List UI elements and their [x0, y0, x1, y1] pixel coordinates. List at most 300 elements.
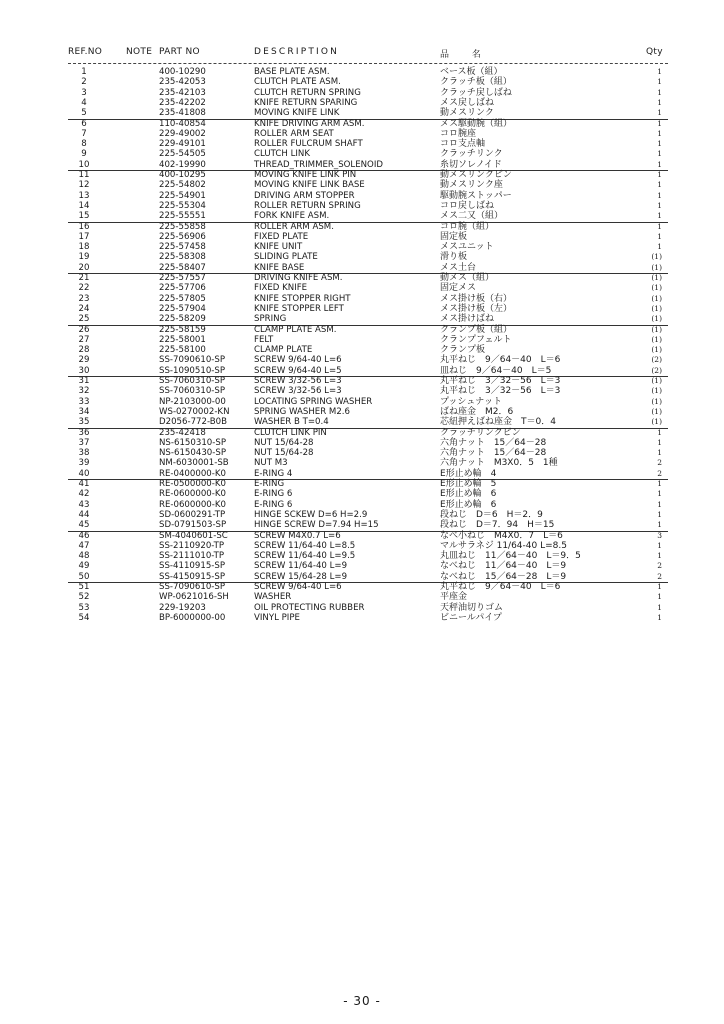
description-cell: SCREW 9/64-40 L=6: [254, 355, 342, 366]
qty-cell: 1: [657, 602, 662, 612]
table-row: [0, 551, 724, 561]
qty-cell: 1: [657, 437, 662, 447]
part-no-cell: 235-42418: [159, 427, 206, 438]
description-cell: KNIFE UNIT: [254, 242, 303, 253]
japanese-name-cell: マルサラネジ 11/64-40 L=8.5: [440, 540, 567, 551]
japanese-name-cell: 固定メス: [440, 283, 477, 294]
description-cell: MOVING KNIFE LINK BASE: [254, 180, 365, 191]
ref-no-cell: 45: [78, 520, 90, 531]
table-row: [0, 603, 724, 613]
description-cell: CLAMP PLATE ASM.: [254, 324, 337, 335]
japanese-name-cell: コロ戻しばね: [440, 200, 495, 211]
japanese-name-cell: メス掛けばね: [440, 314, 495, 325]
ref-no-cell: 38: [78, 448, 90, 459]
description-cell: ROLLER RETURN SPRING: [254, 200, 361, 211]
qty-cell: 1: [657, 67, 662, 76]
japanese-name-cell: なべ小ねじ M4X0．7 L＝6: [440, 530, 563, 541]
ref-no-cell: 43: [78, 499, 90, 510]
qty-cell: 1: [657, 139, 662, 149]
japanese-name-cell: クラッチ戻しばね: [440, 87, 512, 98]
japanese-name-cell: コロ支点軸: [440, 139, 486, 150]
description-cell: KNIFE STOPPER RIGHT: [254, 293, 351, 304]
part-no-cell: 400-10290: [159, 67, 206, 77]
ref-no-cell: 17: [78, 231, 90, 242]
qty-cell: 1: [657, 221, 662, 231]
qty-cell: (1): [651, 314, 662, 324]
ref-no-cell: 18: [78, 242, 90, 253]
description-cell: VINYL PIPE: [254, 612, 300, 623]
description-cell: FIXED KNIFE: [254, 283, 308, 294]
qty-cell: 1: [657, 97, 662, 107]
japanese-name-cell: コロ腕座: [440, 128, 477, 139]
qty-cell: (1): [651, 303, 662, 313]
part-no-cell: 400-10295: [159, 170, 206, 180]
part-no-cell: RE-0600000-K0: [159, 489, 226, 500]
table-row: [0, 407, 724, 417]
qty-cell: 1: [657, 211, 662, 221]
japanese-name-cell: 動メスリンクピン: [440, 170, 512, 180]
japanese-name-cell: メス掛け板（左）: [440, 303, 513, 314]
part-no-cell: 225-58209: [159, 314, 206, 325]
part-no-cell: D2056-772-B0B: [159, 417, 228, 428]
description-cell: SCREW 11/64-40 L=8.5: [254, 540, 356, 551]
table-row: [0, 520, 724, 530]
part-no-cell: WP-0621016-SH: [159, 592, 229, 603]
qty-cell: 2: [657, 468, 662, 478]
description-cell: SCREW 11/64-40 L=9.5: [254, 551, 356, 562]
part-no-cell: SD-0791503-SP: [159, 520, 227, 531]
header-divider: [68, 63, 668, 64]
part-no-cell: NS-6150430-SP: [159, 448, 226, 459]
qty-cell: (1): [651, 262, 662, 272]
table-row: [0, 242, 724, 252]
table-row: [0, 98, 724, 108]
ref-no-cell: 51: [78, 582, 90, 592]
table-row: [0, 438, 724, 448]
part-no-cell: 225-55551: [159, 211, 206, 222]
part-no-cell: SS-7090610-SP: [159, 355, 226, 366]
description-cell: FELT: [254, 334, 274, 345]
part-no-cell: SS-4110915-SP: [159, 561, 226, 572]
qty-cell: (1): [651, 293, 662, 303]
part-no-header: PART NO: [159, 47, 200, 57]
table-row: [0, 335, 724, 345]
qty-cell: 1: [657, 489, 662, 499]
japanese-name-cell: 駆動腕ストッパー: [440, 190, 512, 201]
description-cell: SCREW 3/32-56 L=3: [254, 376, 342, 386]
japanese-name-cell: コロ腕（組）: [440, 221, 495, 232]
japanese-name-cell: E形止め輪 6: [440, 499, 497, 510]
qty-cell: 1: [657, 520, 662, 530]
table-row: [0, 149, 724, 159]
ref-no-cell: 26: [78, 324, 90, 335]
description-cell: THREAD_TRIMMER_SOLENOID: [254, 159, 383, 170]
japanese-name-cell: E形止め輪 4: [440, 468, 497, 479]
japanese-name-cell: 丸平ねじ 9／64－40 L＝6: [440, 582, 561, 592]
japanese-name-cell: クランプ板: [440, 345, 486, 356]
description-cell: MOVING KNIFE LINK PIN: [254, 170, 357, 180]
part-no-cell: NP-2103000-00: [159, 396, 226, 407]
japanese-name-cell: 動メスリンク: [440, 108, 494, 119]
description-cell: SPRING: [254, 314, 287, 325]
qty-cell: (1): [651, 324, 662, 334]
table-row: [0, 541, 724, 551]
ref-no-cell: 31: [78, 376, 90, 386]
qty-header: Qty: [646, 47, 663, 57]
table-row: [0, 211, 724, 221]
qty-cell: (1): [651, 334, 662, 344]
japanese-name-cell: 天秤油切りゴム: [440, 602, 504, 613]
table-row: [0, 366, 724, 376]
japanese-name-cell: なべねじ 15／64－28 L＝9: [440, 571, 567, 582]
qty-cell: 1: [657, 170, 662, 179]
description-cell: SCREW 9/64-40 L=6: [254, 582, 342, 592]
ref-no-cell: 48: [78, 551, 90, 562]
ref-no-cell: 39: [78, 458, 90, 469]
japanese-name-cell: クランプ板（組）: [440, 324, 513, 335]
part-no-cell: 225-56906: [159, 231, 206, 242]
ref-no-cell: 41: [78, 479, 90, 489]
ref-no-cell: 10: [78, 159, 90, 170]
table-row: [0, 345, 724, 355]
table-row: [0, 397, 724, 407]
description-cell: SPRING WASHER M2.6: [254, 406, 350, 417]
table-row: [0, 232, 724, 242]
ref-no-cell: 7: [81, 128, 87, 139]
description-cell: E-RING 6: [254, 489, 293, 500]
table-row: [0, 160, 724, 170]
japanese-name-cell: 丸平ねじ 9／64－40 L＝6: [440, 355, 561, 366]
japanese-name-cell: メス掛け板（右）: [440, 293, 513, 304]
description-cell: LOCATING SPRING WASHER: [254, 396, 373, 407]
table-row: [0, 582, 724, 592]
description-cell: FIXED PLATE: [254, 231, 309, 242]
table-row: [0, 386, 724, 396]
japanese-name-cell: ベース板（組）: [440, 67, 503, 77]
ref-no-cell: 34: [78, 406, 90, 417]
part-no-cell: 225-58159: [159, 324, 206, 335]
qty-cell: (2): [651, 365, 662, 375]
part-no-cell: 225-57904: [159, 303, 206, 314]
description-cell: SCREW 15/64-28 L=9: [254, 571, 348, 582]
ref-no-cell: 44: [78, 509, 90, 520]
qty-cell: 1: [657, 551, 662, 561]
part-no-cell: 225-58100: [159, 345, 206, 356]
part-no-cell: 225-58407: [159, 262, 206, 273]
table-row: [0, 283, 724, 293]
japanese-name-cell: 段ねじ D＝6 H＝2．9: [440, 509, 543, 520]
description-cell: WASHER B T=0.4: [254, 417, 329, 428]
table-row: [0, 428, 724, 438]
description-cell: MOVING KNIFE LINK: [254, 108, 340, 119]
ref-no-cell: 35: [78, 417, 90, 428]
qty-cell: 1: [657, 592, 662, 602]
japanese-name-cell: クラッチリンクピン: [440, 427, 521, 438]
ref-no-cell: 52: [78, 592, 90, 603]
table-row: [0, 613, 724, 623]
ref-no-cell: 54: [78, 612, 90, 623]
qty-cell: 1: [657, 118, 662, 128]
description-cell: ROLLER ARM ASM.: [254, 221, 334, 232]
table-row: [0, 417, 724, 427]
ref-no-cell: 15: [78, 211, 90, 222]
ref-no-cell: 22: [78, 283, 90, 294]
ref-no-cell: 33: [78, 396, 90, 407]
qty-cell: 1: [657, 149, 662, 159]
table-row: [0, 592, 724, 602]
ref-no-header: REF.NO: [68, 47, 103, 57]
description-cell: ROLLER FULCRUM SHAFT: [254, 139, 363, 150]
japanese-name-cell: メス駆動腕（組）: [440, 118, 513, 129]
description-cell: CLAMP PLATE: [254, 345, 313, 356]
qty-cell: 2: [657, 571, 662, 581]
qty-cell: 1: [657, 479, 662, 488]
qty-cell: 1: [657, 612, 662, 622]
ref-no-cell: 40: [78, 468, 90, 479]
description-cell: CLUTCH LINK PIN: [254, 427, 327, 438]
table-row: [0, 88, 724, 98]
japanese-name-cell: クラッチ板（組）: [440, 77, 512, 88]
japanese-name-cell: 皿ねじ 9／64－40 L＝5: [440, 365, 552, 376]
part-no-cell: 225-54505: [159, 149, 206, 160]
table-row: [0, 108, 724, 118]
table-row: [0, 314, 724, 324]
qty-cell: 1: [657, 200, 662, 210]
part-no-cell: 235-42053: [159, 77, 206, 88]
part-no-cell: SS-7060310-SP: [159, 386, 226, 397]
japanese-name-cell: 芯紐押えばね座金 T＝0．4: [440, 417, 556, 428]
description-cell: SCREW 11/64-40 L=9: [254, 561, 348, 572]
description-cell: NUT 15/64-28: [254, 448, 314, 459]
ref-no-cell: 53: [78, 602, 90, 613]
qty-cell: (1): [651, 376, 662, 385]
description-cell: CLUTCH LINK: [254, 149, 310, 160]
qty-cell: 1: [657, 427, 662, 437]
qty-cell: (1): [651, 283, 662, 293]
ref-no-cell: 4: [81, 97, 87, 108]
part-no-cell: SS-7090610-SP: [159, 582, 226, 592]
table-row: [0, 67, 724, 77]
table-row: [0, 263, 724, 273]
ref-no-cell: 28: [78, 345, 90, 356]
ref-no-cell: 14: [78, 200, 90, 211]
japanese-name-cell: なべねじ 11／64－40 L＝9: [440, 561, 567, 572]
table-row: [0, 561, 724, 571]
qty-cell: 1: [657, 448, 662, 458]
table-row: [0, 273, 724, 283]
part-no-cell: RE-0600000-K0: [159, 499, 226, 510]
qty-cell: (1): [651, 396, 662, 406]
description-header: DESCRIPTION: [254, 47, 340, 57]
ref-no-cell: 20: [78, 262, 90, 273]
description-cell: FORK KNIFE ASM.: [254, 211, 330, 222]
table-row: [0, 469, 724, 479]
table-row: [0, 170, 724, 180]
ref-no-cell: 47: [78, 540, 90, 551]
japanese-name-cell: クランプフェルト: [440, 334, 512, 345]
part-no-cell: SS-7060310-SP: [159, 376, 226, 386]
table-row: [0, 77, 724, 87]
qty-cell: (2): [651, 355, 662, 365]
part-no-cell: 225-58308: [159, 252, 206, 263]
table-row: [0, 448, 724, 458]
description-cell: DRIVING ARM STOPPER: [254, 190, 355, 201]
qty-cell: (1): [651, 386, 662, 396]
table-row: [0, 355, 724, 365]
ref-no-cell: 30: [78, 365, 90, 376]
japanese-name-cell: 丸平ねじ 3／32－56 L＝3: [440, 376, 561, 386]
description-cell: DRIVING KNIFE ASM.: [254, 273, 343, 283]
table-row: [0, 572, 724, 582]
description-cell: SCREW M4X0.7 L=6: [254, 530, 341, 541]
part-no-cell: 225-58001: [159, 334, 206, 345]
qty-cell: 1: [657, 77, 662, 87]
qty-cell: (1): [651, 273, 662, 282]
description-cell: SCREW 3/32-56 L=3: [254, 386, 342, 397]
part-no-cell: 402-19990: [159, 159, 206, 170]
ref-no-cell: 1: [81, 67, 87, 77]
qty-cell: 1: [657, 499, 662, 509]
part-no-cell: 225-57557: [159, 273, 206, 283]
table-row: [0, 129, 724, 139]
qty-cell: (1): [651, 417, 662, 427]
table-row: [0, 500, 724, 510]
table-row: [0, 252, 724, 262]
qty-cell: 1: [657, 540, 662, 550]
part-no-cell: SS-2111010-TP: [159, 551, 225, 562]
part-no-cell: RE-0400000-K0: [159, 468, 226, 479]
part-no-cell: 229-49101: [159, 139, 206, 150]
description-cell: KNIFE BASE: [254, 262, 305, 273]
part-no-cell: 235-41808: [159, 108, 206, 119]
ref-no-cell: 13: [78, 190, 90, 201]
japanese-name-cell: E形止め輪 5: [440, 479, 497, 489]
japanese-name-cell: メス二又（組）: [440, 211, 504, 222]
description-cell: E-RING 6: [254, 499, 293, 510]
japanese-name-cell: 固定板: [440, 231, 468, 242]
qty-cell: 2: [657, 458, 662, 468]
japanese-name-header: 品 名: [440, 50, 491, 60]
qty-cell: 1: [657, 87, 662, 97]
ref-no-cell: 2: [81, 77, 87, 88]
qty-cell: 3: [657, 530, 662, 540]
description-cell: E-RING: [254, 479, 285, 489]
description-cell: NUT 15/64-28: [254, 437, 314, 448]
japanese-name-cell: 六角ナット 15／64－28: [440, 448, 547, 459]
description-cell: OIL PROTECTING RUBBER: [254, 602, 365, 613]
part-no-cell: SM-4040601-SC: [159, 530, 228, 541]
qty-cell: 1: [657, 128, 662, 138]
ref-no-cell: 23: [78, 293, 90, 304]
qty-cell: 1: [657, 582, 662, 591]
qty-cell: (1): [651, 345, 662, 355]
table-row: [0, 458, 724, 468]
part-no-cell: 225-55304: [159, 200, 206, 211]
qty-cell: 1: [657, 180, 662, 190]
description-cell: HINGE SCKEW D=6 H=2.9: [254, 509, 368, 520]
part-no-cell: 225-55858: [159, 221, 206, 232]
qty-cell: 1: [657, 159, 662, 169]
table-row: [0, 294, 724, 304]
table-row: [0, 479, 724, 489]
ref-no-cell: 50: [78, 571, 90, 582]
table-row: [0, 510, 724, 520]
ref-no-cell: 27: [78, 334, 90, 345]
part-no-cell: RE-0500000-K0: [159, 479, 226, 489]
qty-cell: 1: [657, 242, 662, 252]
japanese-name-cell: クラッチリンク: [440, 149, 503, 160]
ref-no-cell: 21: [78, 273, 90, 283]
ref-no-cell: 12: [78, 180, 90, 191]
table-row: [0, 325, 724, 335]
table-row: [0, 201, 724, 211]
description-cell: ROLLER ARM SEAT: [254, 128, 334, 139]
japanese-name-cell: ビニールパイプ: [440, 612, 502, 623]
japanese-name-cell: メス戻しばね: [440, 97, 495, 108]
ref-no-cell: 37: [78, 437, 90, 448]
japanese-name-cell: 丸皿ねじ 11／64－40 L＝9．5: [440, 551, 581, 562]
description-cell: KNIFE STOPPER LEFT: [254, 303, 344, 314]
qty-cell: 1: [657, 231, 662, 241]
japanese-name-cell: ばね座金 M2．6: [440, 406, 514, 417]
ref-no-cell: 32: [78, 386, 90, 397]
description-cell: E-RING 4: [254, 468, 293, 479]
part-no-cell: 225-54901: [159, 190, 206, 201]
ref-no-cell: 29: [78, 355, 90, 366]
japanese-name-cell: 六角ナット M3X0．5 1種: [440, 458, 558, 469]
part-no-cell: SS-1090510-SP: [159, 365, 226, 376]
ref-no-cell: 25: [78, 314, 90, 325]
description-cell: NUT M3: [254, 458, 288, 469]
japanese-name-cell: 動メスリンク座: [440, 180, 503, 191]
description-cell: BASE PLATE ASM.: [254, 67, 330, 77]
table-row: [0, 304, 724, 314]
qty-cell: 1: [657, 108, 662, 118]
description-cell: CLUTCH PLATE ASM.: [254, 77, 341, 88]
part-no-cell: 235-42202: [159, 97, 206, 108]
part-no-cell: BP-6000000-00: [159, 612, 226, 623]
ref-no-cell: 24: [78, 303, 90, 314]
ref-no-cell: 36: [78, 427, 90, 438]
description-cell: SCREW 9/64-40 L=5: [254, 365, 342, 376]
japanese-name-cell: 丸平ねじ 3／32－56 L＝3: [440, 386, 561, 397]
part-no-cell: SS-4150915-SP: [159, 571, 226, 582]
part-no-cell: 225-57805: [159, 293, 206, 304]
ref-no-cell: 6: [81, 118, 87, 129]
description-cell: KNIFE DRIVING ARM ASM.: [254, 118, 365, 129]
description-cell: KNIFE RETURN SPARING: [254, 97, 358, 108]
qty-cell: 2: [657, 561, 662, 571]
ref-no-cell: 11: [78, 170, 90, 180]
qty-cell: (1): [651, 406, 662, 416]
part-no-cell: NS-6150310-SP: [159, 437, 226, 448]
part-no-cell: SD-0600291-TP: [159, 509, 226, 520]
part-no-cell: WS-0270002-KN: [159, 406, 230, 417]
qty-cell: (1): [651, 252, 662, 262]
part-no-cell: 225-57706: [159, 283, 206, 294]
part-no-cell: 235-42103: [159, 87, 206, 98]
japanese-name-cell: プッシュナット: [440, 396, 503, 407]
page-number: - 30 -: [343, 994, 381, 1008]
description-cell: WASHER: [254, 592, 292, 603]
table-row: [0, 531, 724, 541]
ref-no-cell: 8: [81, 139, 87, 150]
note-header: NOTE: [126, 47, 153, 57]
table-row: [0, 191, 724, 201]
part-no-cell: 110-40854: [159, 118, 206, 129]
table-row: [0, 139, 724, 149]
part-no-cell: 225-54802: [159, 180, 206, 191]
